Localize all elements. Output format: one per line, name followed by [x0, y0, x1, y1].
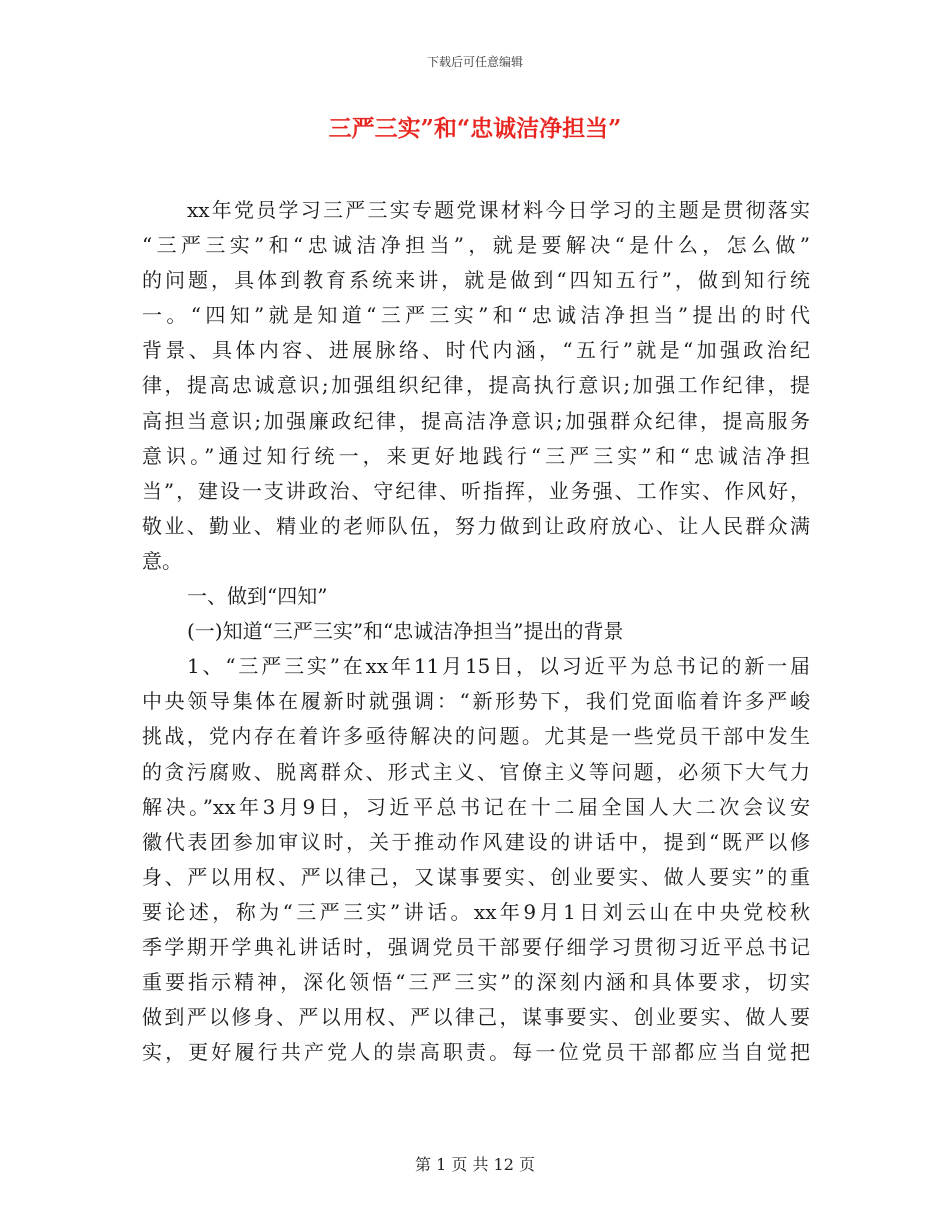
body-line: 高担当意识;加强廉政纪律，提高洁净意识;加强群众纪律，提高服务: [142, 408, 810, 433]
body-line: 解决。”xx年3月9日，习近平总书记在十二届全国人大二次会议安: [142, 794, 810, 819]
body-line: 意识。”通过知行统一，来更好地践行“三严三实”和“忠诚洁净担: [142, 443, 810, 468]
document-body: [142, 193, 810, 1070]
body-line: 的问题，具体到教育系统来讲，就是做到“四知五行”，做到知行统: [142, 268, 810, 293]
body-line: 中央领导集体在履新时就强调：“新形势下，我们党面临着许多严峻: [142, 689, 810, 714]
body-line: 徽代表团参加审议时，关于推动作风建设的讲话中，提到“既严以修: [142, 829, 810, 854]
header-note: 下载后可任意编辑: [426, 55, 523, 69]
body-line: 重要指示精神，深化领悟“三严三实”的深刻内涵和具体要求，切实: [142, 970, 810, 995]
body-line: 背景、具体内容、进展脉络、时代内涵，“五行”就是“加强政治纪: [142, 338, 810, 363]
body-line: 季学期开学典礼讲话时，强调党员干部要仔细学习贯彻习近平总书记: [142, 934, 810, 959]
body-line: 的贪污腐败、脱离群众、形式主义、官僚主义等问题，必须下大气力: [142, 759, 810, 784]
body-line: “三严三实”和“忠诚洁净担当”，就是要解决“是什么，怎么做”: [142, 233, 810, 258]
body-line: 意。: [142, 548, 182, 573]
body-line: xx年党员学习三严三实专题党课材料今日学习的主题是贯彻落实: [187, 198, 810, 222]
body-line: 要论述，称为“三严三实”讲话。xx年9月1日刘云山在中央党校秋: [142, 899, 810, 924]
body-line: 挑战，党内存在着许多亟待解决的问题。尤其是一些党员干部中发生: [142, 724, 810, 749]
section-heading: 一、做到“四知”: [187, 584, 328, 609]
page-number: 第 1 页 共 12 页: [415, 1155, 535, 1174]
body-line: 敬业、勤业、精业的老师队伍，努力做到让政府放心、让人民群众满: [142, 513, 810, 538]
body-line: 当”，建设一支讲政治、守纪律、听指挥，业务强、工作实、作风好，: [142, 478, 810, 503]
body-line: 一。“四知”就是知道“三严三实”和“忠诚洁净担当”提出的时代: [142, 303, 810, 328]
subsection-heading: (一)知道“三严三实”和“忠诚洁净担当”提出的背景: [187, 619, 624, 644]
document-title: 三严三实”和“忠诚洁净担当”: [328, 115, 622, 142]
body-line: 身、严以用权、严以律己，又谋事要实、创业要实、做人要实”的重: [142, 864, 810, 889]
body-line: 实，更好履行共产党人的崇高职责。每一位党员干部都应当自觉把: [142, 1040, 810, 1065]
body-line: 律，提高忠诚意识;加强组织纪律，提高执行意识;加强工作纪律，提: [142, 373, 810, 398]
body-line: 做到严以修身、严以用权、严以律己，谋事要实、创业要实、做人要: [142, 1005, 810, 1030]
body-line: 1、“三严三实”在xx年11月15日，以习近平为总书记的新一届: [187, 654, 810, 679]
